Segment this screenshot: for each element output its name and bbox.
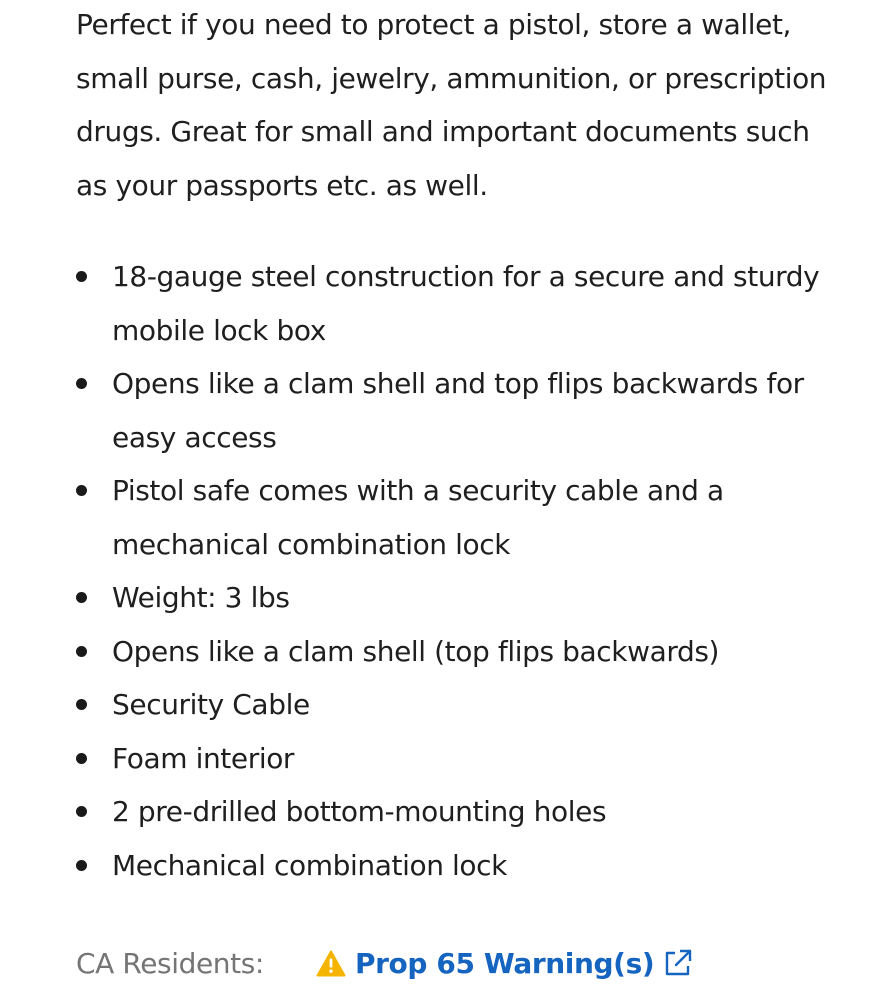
list-item (76, 678, 836, 732)
feature-text: 2 pre-drilled bottom-mounting holes (112, 795, 607, 828)
bullet-icon (76, 592, 87, 603)
list-item (76, 464, 836, 571)
bullet-icon (76, 485, 87, 496)
bullet-icon (76, 271, 87, 282)
feature-text: Opens like a clam shell (top flips backwards) (112, 634, 720, 668)
warning-triangle-icon (316, 950, 346, 977)
feature-text: Foam interior (112, 741, 295, 775)
list-item (76, 625, 836, 679)
feature-text: Weight: 3 lbs (112, 581, 290, 614)
bullet-icon (76, 378, 87, 389)
bullet-icon (76, 753, 87, 764)
list-item (76, 250, 836, 357)
list-item (76, 571, 836, 625)
feature-text: Security Cable (112, 688, 310, 721)
feature-text: 18-gauge steel construction for a secure and sturdy mobile lock box (112, 260, 820, 347)
ca-residents-label: CA Residents: (76, 946, 264, 980)
feature-text: Opens like a clam shell and top flips backwards for easy access (112, 367, 804, 454)
feature-text: Mechanical combination lock (112, 848, 507, 882)
prop65-warning-link[interactable] (316, 947, 694, 980)
feature-list (76, 250, 836, 892)
product-description (76, 0, 836, 892)
bullet-icon (76, 806, 87, 817)
list-item (76, 839, 836, 893)
bullet-icon (76, 646, 87, 657)
bullet-icon (76, 860, 87, 871)
external-link-icon (662, 947, 694, 979)
list-item (76, 357, 836, 464)
prop65-row (76, 938, 694, 988)
prop65-link-text: Prop 65 Warning(s) (355, 946, 655, 980)
description-intro: Perfect if you need to protect a pistol, store a wallet, small purse, cash, jewelry, ammunition, or prescription drugs. Great for small and important documents such as your passports etc. as well. (76, 8, 827, 202)
list-item (76, 785, 836, 839)
list-item (76, 732, 836, 786)
bullet-icon (76, 699, 87, 710)
feature-text: Pistol safe comes with a security cable and a mechanical combination lock (112, 474, 724, 561)
